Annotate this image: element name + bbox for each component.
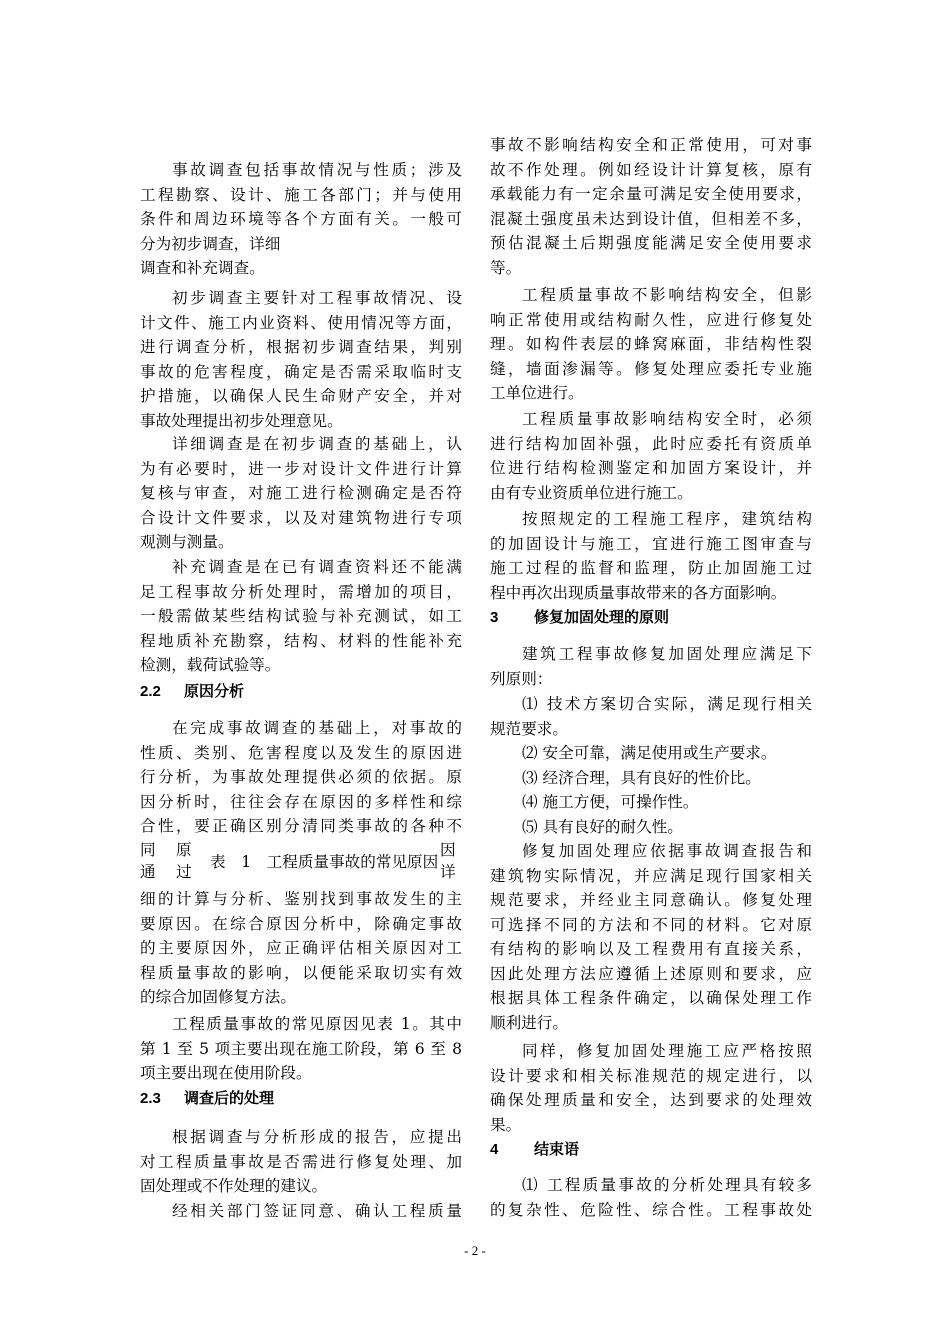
table-caption: 表 1 工程质量事故的常见原因: [210, 853, 439, 871]
section-title: 原因分析: [184, 683, 245, 700]
section-heading: [140, 680, 462, 704]
text-line: 的加固设计与施工，宜进行施工图审查与: [490, 534, 812, 553]
section-number: 2.3: [140, 1090, 161, 1107]
text-fragment: 原: [176, 841, 192, 859]
section-number: 4: [490, 1141, 499, 1158]
page-number: - 2 -: [464, 1243, 486, 1258]
section-number: 3: [490, 609, 499, 626]
text-line: 细的计算与分析、鉴别找到事故发生的主: [140, 890, 462, 908]
text-line: 事故调查包括事故情况与性质；涉及: [172, 161, 462, 179]
text-line: 由有专业资质单位进行施工。: [490, 483, 693, 502]
text-line: 项主要出现在使用阶段。: [140, 1064, 312, 1082]
text-line: 因此处理方法应遵循上述原则和要求，应: [490, 964, 812, 983]
text-fragment: 过: [176, 863, 192, 881]
text-line: 预估混凝土后期强度能满足安全使用要求: [490, 234, 812, 252]
text-line: 响正常使用或结构耐久性，应进行修复处: [490, 310, 812, 329]
text-line: 工程勘察、设计、施工各部门；并与使用: [140, 185, 462, 204]
text-line: 护措施，以确保人民生命财产安全，并对: [140, 387, 462, 405]
section-title: 调查后的处理: [184, 1090, 275, 1107]
text-fragment: 同: [140, 841, 156, 859]
text-line: 在完成事故调查的基础上，对事故的: [172, 719, 462, 737]
list-item: ⑵ 安全可靠，满足使用或生产要求。: [522, 744, 777, 762]
text-line: 按照规定的工程施工程序，建筑结构: [522, 510, 812, 528]
text-line: 理。如构件表层的蜂窝麻面，非结构性裂: [490, 335, 812, 353]
list-item: ⑶ 经济合理，具有良好的性价比。: [522, 768, 761, 787]
text-line: 建筑工程事故修复加固处理应满足下: [522, 645, 812, 663]
text-line: 一般需做某些结构试验与补充测试，如工: [140, 607, 462, 625]
text-line: 程中再次出现质量事故带来的各方面影响。: [490, 583, 787, 602]
text-line: 计文件、施工内业资料、使用情况等方面，: [140, 313, 462, 332]
text-line: 顺利进行。: [490, 1013, 568, 1032]
text-line: 工程质量事故的常见原因见表 1。其中: [172, 1015, 462, 1033]
text-line: 的复杂性、危险性、综合性。工程事故处: [490, 1200, 812, 1219]
list-item: 规范要求。: [490, 719, 568, 738]
text-line: 观测与测量。: [140, 533, 234, 551]
text-line: 承载能力有一定余量可满足安全使用要求，: [490, 185, 812, 203]
text-line: 为有必要时，进一步对设计文件进行计算: [140, 459, 462, 478]
text-line: 有结构的影响以及工程费用有直接关系，: [490, 940, 812, 958]
text-line: 合设计文件要求，以及对建筑物进行专项: [140, 508, 462, 527]
text-line: 详细调查是在初步调查的基础上，认: [172, 435, 462, 453]
text-line: 工单位进行。: [490, 384, 584, 402]
list-item: ⑴ 技术方案切合实际，满足现行相关: [522, 695, 812, 713]
text-line: 的综合加固修复方法。: [140, 988, 296, 1006]
text-line: 的主要原因外，应正确评估相关原因对工: [140, 939, 462, 957]
text-fragment: 详: [440, 863, 456, 881]
text-line: 第 1 至 5 项主要出现在施工阶段，第 6 至 8: [140, 1039, 462, 1058]
text-line: 检测，载荷试验等。: [140, 656, 281, 674]
section-heading: [490, 1138, 812, 1162]
section-heading: [490, 606, 812, 630]
text-line: 修复加固处理应依据事故调查报告和: [522, 842, 812, 860]
text-line: 故不作处理。例如经设计计算复核，原有: [490, 160, 812, 179]
text-line: 对工程质量事故是否需进行修复处理、加: [140, 1152, 462, 1171]
text-line: 初步调查主要针对工程事故情况、设: [172, 289, 462, 307]
text-line: 足工程事故分析处理时，需增加的项目，: [140, 582, 462, 601]
text-line: 根据调查与分析形成的报告，应提出: [172, 1128, 462, 1146]
text-line: 规范要求，并经业主同意确认。修复处理: [490, 891, 812, 909]
text-line: 确保处理质量和安全，达到要求的处理效: [490, 1091, 812, 1109]
text-line: 建筑物实际情况，并应满足现行国家相关: [490, 866, 812, 885]
section-number: 2.2: [140, 683, 161, 700]
text-line: 设计要求和相关标准规范的规定进行，以: [490, 1066, 812, 1085]
text-line: 同样，修复加固处理施工应严格按照: [522, 1042, 812, 1060]
list-item: ⑷ 施工方便，可操作性。: [522, 793, 699, 811]
table-caption-wrap: [140, 838, 462, 886]
list-item: ⑸ 具有良好的耐久性。: [522, 817, 683, 836]
text-line: 等。: [490, 258, 522, 277]
text-line: 进行结构加固补强，此时应委托有资质单: [490, 434, 812, 453]
text-line: 调查和补充调查。: [140, 259, 265, 277]
text-line: 工程质量事故影响结构安全时，必须: [522, 410, 812, 428]
text-line: 果。: [490, 1115, 522, 1134]
text-line: 混凝土强度虽未达到设计值，但相差不多，: [490, 209, 812, 228]
text-line: 行分析，为事故处理提供必须的依据。原: [140, 768, 462, 786]
text-fragment: 通: [140, 863, 156, 881]
text-line: 位进行结构检测鉴定和加固方案设计，并: [490, 459, 812, 477]
text-line: 工程质量事故不影响结构安全，但影: [522, 286, 812, 304]
text-line: 合性，要正确区别分清同类事故的各种不: [140, 817, 462, 835]
section-heading: [140, 1087, 462, 1111]
text-line: 补充调查是在已有调查资料还不能满: [172, 558, 462, 576]
text-line: 程质量事故的影响，以便能采取切实有效: [140, 963, 462, 982]
section-title: 结束语: [534, 1141, 580, 1158]
text-line: 缝，墙面渗漏等。修复处理应委托专业施: [490, 359, 812, 378]
text-line: 事故处理提出初步处理意见。: [140, 411, 343, 430]
text-line: 事故的危害程度，确定是否需采取临时支: [140, 362, 462, 381]
text-line: 固处理或不作处理的建议。: [140, 1177, 328, 1195]
text-line: 因分析时，往往会存在原因的多样性和综: [140, 792, 462, 811]
text-line: 要原因。在综合原因分析中，除确定事故: [140, 914, 462, 933]
text-line: 性质、类别、危害程度以及发生的原因进: [140, 743, 462, 762]
text-line: 进行调查分析，根据初步调查结果，判别: [140, 338, 462, 356]
text-line: 施工过程的监督和监理，防止加固施工过: [490, 559, 812, 577]
text-line: 复核与审查，对施工进行检测确定是否符: [140, 484, 462, 502]
text-line: 根据具体工程条件确定，以确保处理工作: [490, 989, 812, 1007]
text-line: 分为初步调查，详细: [140, 234, 281, 253]
text-line: 经相关部门签证同意、确认工程质量: [172, 1202, 462, 1220]
text-line: 列原则：: [490, 669, 553, 688]
text-line: 程地质补充勘察，结构、材料的性能补充: [140, 631, 462, 650]
text-line: ⑴ 工程质量事故的分析处理具有较多: [522, 1176, 812, 1194]
text-line: 可选择不同的方法和不同的材料。它对原: [490, 915, 812, 934]
section-title: 修复加固处理的原则: [534, 609, 670, 626]
text-line: 条件和周边环境等各个方面有关。一般可: [140, 210, 462, 228]
text-line: 事故不影响结构安全和正常使用，可对事: [490, 136, 812, 154]
text-fragment: 因: [440, 841, 456, 859]
